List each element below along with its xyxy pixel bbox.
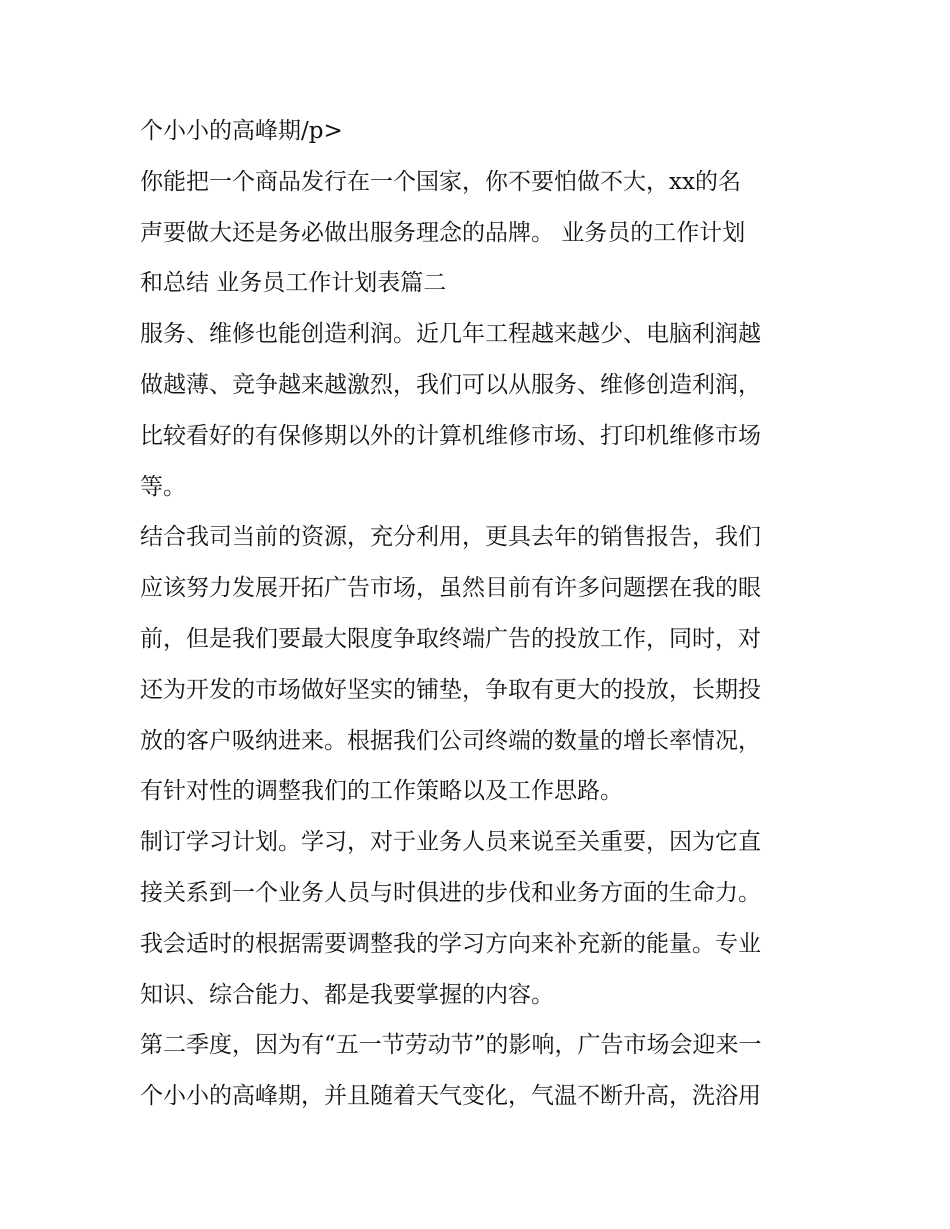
- text-line: 接关系到一个业务人员与时俱进的步伐和业务方面的生命力。: [140, 879, 761, 906]
- text-line: 前，但是我们要最大限度争取终端广告的投放工作，同时，对: [140, 625, 761, 652]
- text-line: 个小小的高峰期/p>: [140, 118, 343, 144]
- text-line: 等。: [140, 473, 186, 500]
- text-line: 比较看好的有保修期以外的计算机维修市场、打印机维修市场: [140, 422, 761, 449]
- text-line: 个小小的高峰期，并且随着天气变化，气温不断升高，洗浴用: [140, 1083, 761, 1110]
- text-line: 第二季度，因为有“五一节劳动节”的影响，广告市场会迎来一: [140, 1032, 762, 1059]
- document-body: [140, 106, 820, 1122]
- text-line: 知识、综合能力、都是我要掌握的内容。: [140, 981, 554, 1008]
- text-line: 声要做大还是务必做出服务理念的品牌。 业务员的工作计划: [140, 219, 746, 246]
- text-line: 结合我司当前的资源，充分利用，更具去年的销售报告，我们: [140, 524, 761, 551]
- text-line: 服务、维修也能创造利润。近几年工程越来越少、电脑利润越: [140, 321, 761, 348]
- text-line: 放的客户吸纳进来。根据我们公司终端的数量的增长率情况，: [140, 727, 761, 754]
- text-line: 做越薄、竞争越来越激烈，我们可以从服务、维修创造利润，: [140, 371, 761, 398]
- text-line: 制订学习计划。学习，对于业务人员来说至关重要，因为它直: [140, 829, 761, 856]
- text-line: 还为开发的市场做好坚实的铺垫，争取有更大的投放，长期投: [140, 676, 761, 703]
- text-line: 有针对性的调整我们的工作策略以及工作思路。: [140, 778, 623, 805]
- text-line: 你能把一个商品发行在一个国家，你不要怕做不大，xx的名: [140, 168, 741, 195]
- text-line: 我会适时的根据需要调整我的学习方向来补充新的能量。专业: [140, 930, 761, 957]
- text-line: 和总结 业务员工作计划表篇二: [140, 270, 447, 297]
- text-line: 应该努力发展开拓广告市场，虽然目前有许多问题摆在我的眼: [140, 575, 761, 602]
